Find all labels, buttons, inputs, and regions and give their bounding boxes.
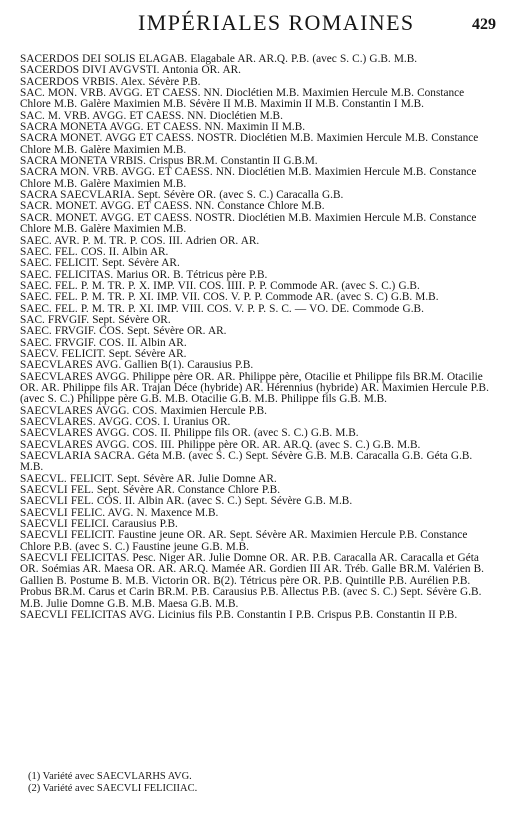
legend-entry: SAC. M. VRB. AVGG. ET CAESS. NN. Dioclétien M.B. bbox=[20, 109, 283, 122]
legend-entry: SACRA MONET. AVGG ET CAESS. NOSTR. Dioclétien M.B. Maximien Hercule M.B. Constance Chlore M.B. Galère Maximien M.B. bbox=[20, 132, 479, 156]
footnote: (2) Variété avec SAECVLI FELICIIAC. bbox=[28, 782, 198, 794]
legend-entry: SAECVLARES. AVGG. COS. I. Uranius OR. bbox=[20, 416, 231, 428]
footnote: (1) Variété avec SAECVLARHS AVG. bbox=[28, 771, 192, 782]
legend-entry: SAECVLI FELICITAS AVG. Licinius fils P.B. Constantin I P.B. Crispus P.B. Constantin II P.B. bbox=[20, 608, 458, 621]
page-number: 429 bbox=[472, 16, 496, 33]
legend-entry: SAC. FRVGIF. Sept. Sévère OR. bbox=[20, 313, 171, 326]
legend-entry: SACERDOS DIVI AVGVSTI. Antonia OR. AR. bbox=[20, 64, 241, 77]
legend-entry: SAECVLI FEL. Sept. Sévère AR. Constance Chlore P.B. bbox=[20, 484, 281, 497]
legend-entry: SACR. MONET. AVGG. ET CAESS. NOSTR. Dioclétien M.B. Maximien Hercule M.B. Constance Chlore M.B. Galère Maximien M.B. bbox=[20, 211, 477, 236]
legend-entry: SACERDOS VRBIS. Alex. Sévère P.B. bbox=[20, 75, 201, 88]
legend-entry: SACRA MON. VRB. AVGG. ET CAESS. NN. Dioclétien M.B. Maximien Hercule M.B. Constance Chlore M.B. Galère Maximien M.B. bbox=[20, 166, 477, 190]
legend-entry: SAEC. FEL. P. M. TR. P. XI. IMP. VIII. COS. V. P. P. S. C. — VO. DE. Commode G.B. bbox=[20, 302, 424, 315]
legend-index bbox=[20, 54, 496, 621]
legend-entry: SAECVLI FELICIT. Faustine jeune OR. AR. Sept. Sévère AR. Maximien Hercule P.B. Constance Chlore P.B. (avec S. C.) Faustine jeune G.B. M.B. bbox=[20, 529, 468, 553]
legend-entry: SAEC. FEL. P. M. TR. P. X. IMP. VII. COS. IIII. P. P. Commode AR. (avec S. C.) G.B. bbox=[20, 279, 420, 292]
legend-entry: SAECVLARES AVG. Gallien B(1). Carausius P.B. bbox=[20, 359, 254, 372]
legend-entry: SAECV. FELICIT. Sept. Sévère AR. bbox=[20, 347, 187, 360]
legend-entry: SAEC. FRVGIF. COS. Sept. Sévère OR. AR. bbox=[20, 325, 227, 338]
legend-entry: SAECVLARES AVGG. COS. Maximien Hercule P.B. bbox=[20, 404, 268, 417]
legend-entry: SAECVLARES AVGG. COS. II. Philippe fils OR. (avec S. C.) G.B. M.B. bbox=[20, 427, 359, 440]
legend-entry: SAECVLI FELIC. AVG. N. Maxence M.B. bbox=[20, 506, 219, 519]
legend-entry: SAEC. FELICITAS. Marius OR. B. Tétricus père P.B. bbox=[20, 268, 268, 281]
legend-entry: SAECVLARIA SACRA. Géta M.B. (avec S. C.) Sept. Sévère G.B. M.B. Caracalla G.B. Géta G.B. M.B. bbox=[20, 450, 473, 474]
legend-entry: SAEC. FELICIT. Sept. Sévère AR. bbox=[20, 257, 180, 270]
legend-entry: SAEC. AVR. P. M. TR. P. COS. III. Adrien OR. AR. bbox=[20, 234, 260, 247]
legend-entry: SAEC. FEL. COS. II. Albin AR. bbox=[20, 245, 169, 258]
legend-entry: SAECVLI FEL. COS. II. Albin AR. (avec S. C.) Sept. Sévère G.B. M.B. bbox=[20, 495, 353, 508]
legend-entry: SAECVLARES AVGG. COS. III. Philippe père OR. AR. AR.Q. (avec S. C.) G.B. M.B. bbox=[20, 438, 421, 451]
running-title: IMPÉRIALES ROMAINES bbox=[138, 10, 415, 35]
legend-entry: SACRA MONETA VRBIS. Crispus BR.M. Constantin II G.B.M. bbox=[20, 155, 318, 168]
page-header bbox=[0, 6, 522, 36]
legend-entry: SAC. MON. VRB. AVGG. ET CAESS. NN. Dioclétien M.B. Maximien Hercule M.B. Constance Chlore M.B. Galère Maximien M.B. Sévère II M.B. Maximin II M.B. Constantin I M.B. bbox=[20, 87, 465, 111]
legend-entry: SACRA MONETA AVGG. ET CAESS. NN. Maximin II M.B. bbox=[20, 121, 306, 134]
legend-entry: SACR. MONET. AVGG. ET CAESS. NN. Constance Chlore M.B. bbox=[20, 200, 325, 213]
legend-entry: SAEC. FEL. P. M. TR. P. XI. IMP. VII. COS. V. P. P. Commode AR. (avec S. C) G.B. M.B. bbox=[20, 291, 439, 304]
footnotes bbox=[28, 771, 498, 794]
legend-entry: SAECVL. FELICIT. Sept. Sévère AR. Julie Domne AR. bbox=[20, 472, 277, 485]
legend-entry: SACERDOS DEI SOLIS ELAGAB. Elagabale AR. AR.Q. P.B. (avec S. C.) G.B. M.B. bbox=[20, 53, 418, 65]
legend-entry: SACRA SAECVLARIA. Sept. Sévère OR. (avec S. C.) Caracalla G.B. bbox=[20, 189, 344, 202]
legend-entry: SAECVLI FELICI. Carausius P.B. bbox=[20, 518, 178, 531]
legend-entry: SAECVLI FELICITAS. Pesc. Niger AR. Julie Domne OR. AR. P.B. Caracalla AR. Caracalla et Géta OR. Soémias AR. Maesa OR. AR. AR.Q. Mamée AR. Gordien III AR. Tréb. Galle BR.M. Valérien B. Gallien B. Postume B. M.B. Victorin OR. B(2). Tétricus père OR. P.B. Quintille P.B. Aurélien P.B. Probus BR.M. Carus et Carin BR.M. P.B. Carausius P.B. Allectus P.B. (avec S. C.) Sept. Sévère G.B. M.B. Julie Domne G.B. M.B. Maesa G.B. M.B. bbox=[20, 552, 484, 610]
legend-entry: SAECVLARES AVGG. Philippe père OR. AR. Philippe père, Otacilie et Philippe fils BR.M. Otacilie OR. AR. Philippe fils AR. Trajan Déce (hybride) AR. Hérennius (hybride) AR. Maximien Hercule P.B. (avec S. C.) Philippe père G.B. M.B. Otacilie G.B. M.B. Philippe fils G.B. M.B. bbox=[20, 370, 489, 406]
legend-entry: SAEC. FRVGIF. COS. II. Albin AR. bbox=[20, 336, 187, 349]
